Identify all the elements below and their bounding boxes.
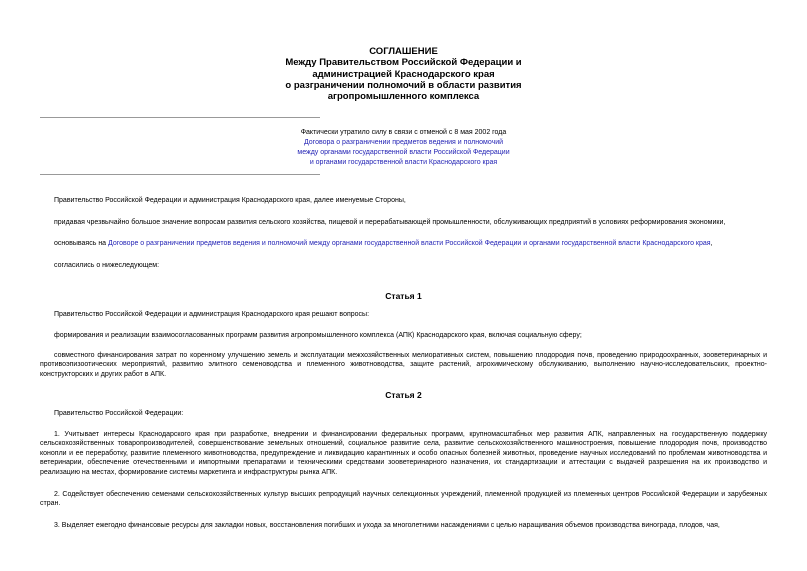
repeal-notice bbox=[0, 128, 807, 168]
treaty-link[interactable] bbox=[0, 138, 807, 168]
article-paragraph: 1. Учитывает интересы Краснодарского края при разработке, внедрении и финансировании федеральных программ, крупномасштабных мер развития АПК, направленных на государственную поддержку сельскохозяйственных товаропроизводителей, совершенствование земельных отношений, социальное развитие села, развитие сельскохозяйственного машиностроения, повышение плодородия почв, производство конопли и ее переработку, развитие племенного животноводства, предупреждение и ликвидацию карантинных и особо опасных болезней животных, проведение научных исследований по проблемам животноводства и ветеринарии, обеспечение отечественными и импортными препаратами и техническими средствами зооветеринарного назначения, их стандартизации и аттестации с выдачей разрешения на их производство и реализацию на местах, формирование системы маркетинга и инфраструктуры рынка АПК. bbox=[40, 431, 767, 476]
treaty-link-inline[interactable]: Договоре о разграничении предметов ведения и полномочий между органами государственной власти Российской Федерации и органами государственной власти Краснодарского края bbox=[108, 240, 711, 247]
treaty-link-line: между органами государственной власти Российской Федерации bbox=[297, 149, 510, 156]
treaty-link-line: Договора о разграничении предметов ведения и полномочий bbox=[303, 139, 504, 146]
preamble-paragraph: придавая чрезвычайно большое значение вопросам развития сельского хозяйства, пищевой и перерабатывающей промышленности, обслуживающих предприятий в условиях реформирования экономики, bbox=[54, 219, 726, 226]
title-line: Между Правительством Российской Федерации и bbox=[285, 57, 522, 69]
preamble-paragraph: согласились о нижеследующем: bbox=[54, 262, 160, 269]
article-paragraph: формирования и реализации взаимосогласованных программ развития агропромышленного комплекса (АПК) Краснодарского края, включая социальную сферу; bbox=[54, 332, 582, 339]
treaty-link-line: и органами государственной власти Краснодарского края bbox=[309, 159, 498, 166]
article-paragraph: 3. Выделяет ежегодно финансовые ресурсы для закладки новых, восстановления погибших и ухода за многолетними насаждениями с целью наращивания объемов производства винограда, плодов, чая, bbox=[54, 522, 720, 529]
article-paragraph: 2. Содействует обеспечению семенами сельскохозяйственных культур высших репродукций научных селекционных учреждений, племенной продукцией из племенных центров Российской Федерации и зарубежных стран. bbox=[40, 491, 767, 508]
article-paragraph: совместного финансирования затрат по коренному улучшению земель и эксплуатации межхозяйственных мелиоративных систем, повышению плодородия почв, проведению природоохранных, зооветеринарных и противоэпизоотических мероприятий, развитию элитного семеноводства и племенного животноводства, защите растений, агрохимическому обслуживанию, выполнению научно-исследовательских, проектно-конструкторских и других работ в АПК. bbox=[40, 352, 767, 378]
document-title bbox=[0, 46, 807, 102]
divider-bottom bbox=[40, 174, 320, 175]
title-line: о разграничении полномочий в области развития bbox=[285, 79, 522, 91]
title-line: СОГЛАШЕНИЕ bbox=[369, 46, 438, 57]
preamble-text: , bbox=[710, 240, 713, 247]
preamble-paragraph bbox=[40, 239, 767, 248]
preamble-text: основываясь на bbox=[54, 240, 109, 247]
article-paragraph: Правительство Российской Федерации и администрация Краснодарского края решают вопросы: bbox=[54, 311, 370, 318]
title-line: администрацией Краснодарского края bbox=[312, 68, 495, 80]
article-1-heading: Статья 1 bbox=[385, 291, 422, 301]
article-2-heading: Статья 2 bbox=[385, 390, 422, 400]
article-paragraph: Правительство Российской Федерации: bbox=[54, 410, 184, 417]
divider-top bbox=[40, 117, 320, 118]
repeal-notice-text: Фактически утратило силу в связи с отменой с 8 мая 2002 года bbox=[300, 129, 507, 136]
preamble-paragraph: Правительство Российской Федерации и администрация Краснодарского края, далее именуемые Стороны, bbox=[54, 197, 406, 204]
title-line: агропромышленного комплекса bbox=[327, 91, 480, 103]
